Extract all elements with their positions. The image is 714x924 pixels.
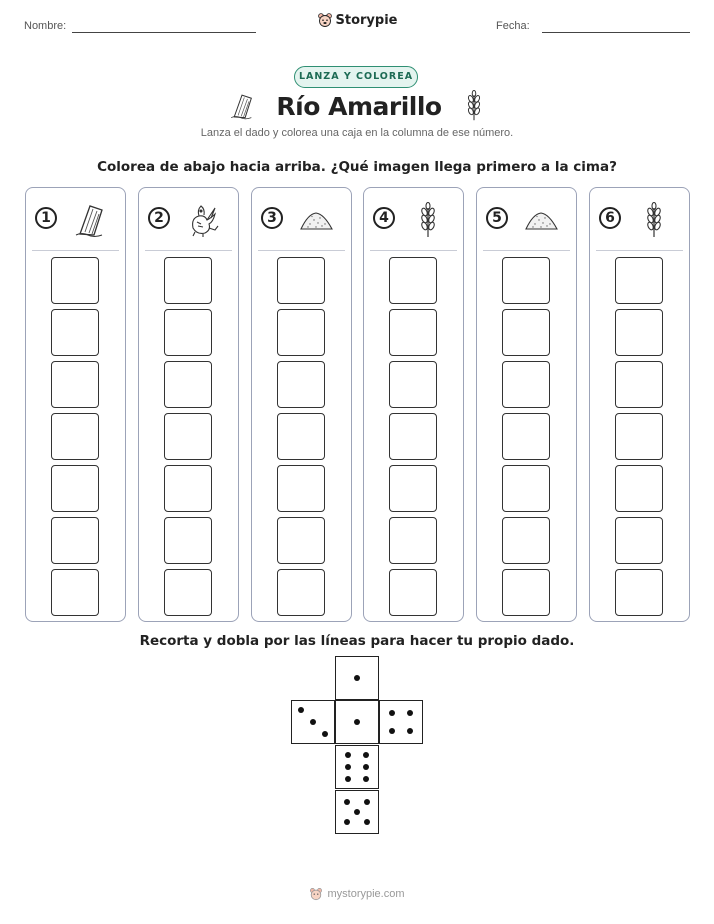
color-box[interactable] (389, 569, 437, 616)
color-box[interactable] (277, 517, 325, 564)
dice-pip (298, 707, 304, 713)
color-box[interactable] (502, 309, 550, 356)
color-box[interactable] (502, 257, 550, 304)
color-box[interactable] (164, 465, 212, 512)
dice-face-1 (335, 700, 379, 744)
column-divider (370, 250, 457, 251)
color-box[interactable] (502, 413, 550, 460)
column-divider (145, 250, 232, 251)
subtitle: Lanza el dado y colorea una caja en la columna de ese número. (200, 127, 514, 139)
dice-pip (363, 764, 369, 770)
waterfall-icon (228, 92, 256, 120)
dice-pip (345, 752, 351, 758)
color-box[interactable] (389, 309, 437, 356)
color-box[interactable] (277, 257, 325, 304)
column-divider (483, 250, 570, 251)
dice-face-4 (379, 700, 423, 744)
dice-pip (407, 728, 413, 734)
color-box[interactable] (502, 465, 550, 512)
dragon-icon (185, 202, 221, 238)
dice-pip (310, 719, 316, 725)
dice-pip (344, 799, 350, 805)
dice-pip (389, 728, 395, 734)
footer (0, 886, 714, 905)
name-line[interactable] (72, 32, 256, 33)
column-header (477, 202, 576, 242)
color-box[interactable] (502, 569, 550, 616)
dice-pip (389, 710, 395, 716)
column-number: 1 (35, 207, 57, 229)
date-line[interactable] (542, 32, 690, 33)
color-box[interactable] (164, 413, 212, 460)
color-box[interactable] (389, 413, 437, 460)
bear-mascot-icon (317, 12, 333, 28)
column-4 (363, 187, 464, 622)
column-divider (596, 250, 683, 251)
date-label: Fecha: (496, 20, 530, 32)
column-number: 4 (373, 207, 395, 229)
column-number: 3 (261, 207, 283, 229)
brand (0, 12, 714, 32)
wheat-icon (462, 90, 486, 122)
color-box[interactable] (615, 413, 663, 460)
sand-pile-icon (298, 202, 334, 238)
wheat-icon (410, 202, 446, 238)
color-box[interactable] (51, 465, 99, 512)
dice-pip (344, 819, 350, 825)
dice-pip (354, 809, 360, 815)
dice-pip (322, 731, 328, 737)
dice-pip (364, 799, 370, 805)
dice-pip (354, 719, 360, 725)
color-box[interactable] (615, 569, 663, 616)
coloring-instruction: Colorea de abajo hacia arriba. ¿Qué imagen llega primero a la cima? (97, 159, 617, 175)
color-box[interactable] (51, 517, 99, 564)
column-6 (589, 187, 690, 622)
title-row (0, 90, 714, 122)
dice-pip (345, 776, 351, 782)
column-header (26, 202, 125, 242)
column-2 (138, 187, 239, 622)
color-box[interactable] (615, 361, 663, 408)
column-number: 2 (148, 207, 170, 229)
dice-pip (363, 752, 369, 758)
activity-tag: LANZA Y COLOREA (294, 66, 418, 88)
color-box[interactable] (277, 361, 325, 408)
dice-pip (364, 819, 370, 825)
column-header (364, 202, 463, 242)
color-box[interactable] (389, 257, 437, 304)
color-box[interactable] (615, 517, 663, 564)
color-box[interactable] (389, 465, 437, 512)
color-box[interactable] (502, 361, 550, 408)
color-box[interactable] (615, 309, 663, 356)
column-divider (32, 250, 119, 251)
color-box[interactable] (51, 257, 99, 304)
brand-name: Storypie (335, 12, 398, 28)
color-box[interactable] (51, 413, 99, 460)
footer-url[interactable]: mystorypie.com (327, 888, 405, 900)
color-box[interactable] (389, 517, 437, 564)
name-label: Nombre: (24, 20, 67, 32)
dice-pip (354, 675, 360, 681)
wheat-icon (636, 202, 672, 238)
color-box[interactable] (164, 517, 212, 564)
sand-pile-icon (523, 202, 559, 238)
column-divider (258, 250, 345, 251)
color-box[interactable] (502, 517, 550, 564)
color-box[interactable] (51, 309, 99, 356)
color-box[interactable] (277, 413, 325, 460)
waterfall-icon (72, 202, 108, 238)
color-box[interactable] (164, 361, 212, 408)
color-box[interactable] (164, 569, 212, 616)
dice-pip (363, 776, 369, 782)
color-box[interactable] (277, 465, 325, 512)
color-box[interactable] (51, 361, 99, 408)
dice-pip (407, 710, 413, 716)
column-header (252, 202, 351, 242)
column-1 (25, 187, 126, 622)
dice-instruction: Recorta y dobla por las líneas para hacer tu propio dado. (139, 633, 575, 649)
column-header (139, 202, 238, 242)
bear-mascot-icon (309, 887, 323, 901)
color-box[interactable] (164, 257, 212, 304)
color-box[interactable] (277, 309, 325, 356)
dice-face-6 (335, 745, 379, 789)
dice-pip (345, 764, 351, 770)
column-3 (251, 187, 352, 622)
color-box[interactable] (164, 309, 212, 356)
color-box[interactable] (277, 569, 325, 616)
dice-face-1 (335, 656, 379, 700)
color-box[interactable] (389, 361, 437, 408)
column-number: 5 (486, 207, 508, 229)
dice-face-3 (291, 700, 335, 744)
color-box[interactable] (51, 569, 99, 616)
dice-face-5 (335, 790, 379, 834)
page-title: Río Amarillo (276, 91, 442, 121)
column-5 (476, 187, 577, 622)
column-header (590, 202, 689, 242)
column-number: 6 (599, 207, 621, 229)
color-box[interactable] (615, 465, 663, 512)
color-box[interactable] (615, 257, 663, 304)
